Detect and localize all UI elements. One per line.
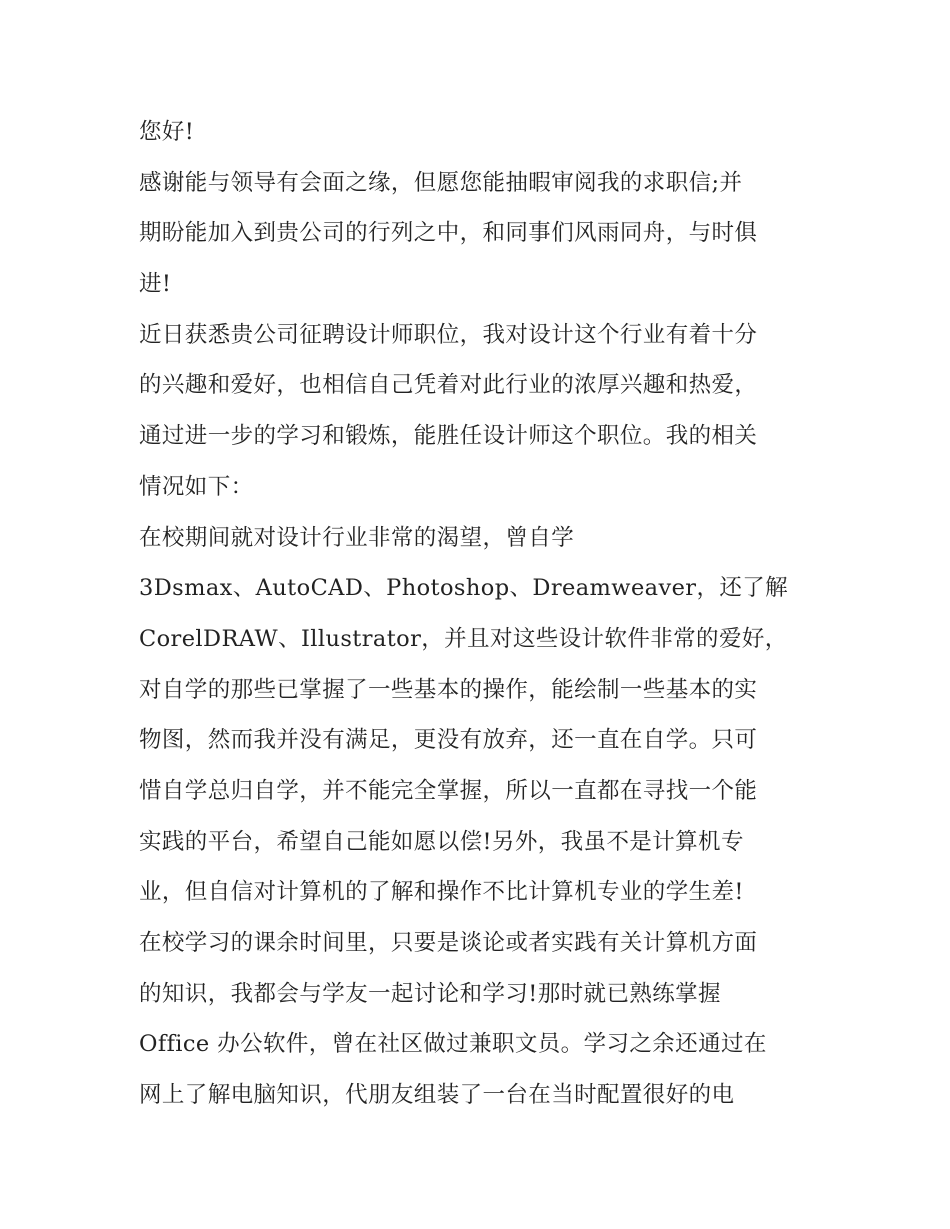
text-line: 的兴趣和爱好，也相信自己凭着对此行业的浓厚兴趣和热爱， [139,372,758,399]
text-line-greeting: 您好! [139,119,195,145]
text-line: 3Dsmax、AutoCAD、Photoshop、Dreamweaver，还了解 [139,575,789,602]
letter-body [139,107,829,1121]
text-line: 实践的平台，希望自己能如愿以偿!另外，我虽不是计算机专 [139,828,744,855]
text-line: Office 办公软件，曾在社区做过兼职文员。学习之余还通过在 [139,1031,767,1058]
text-line: 情况如下： [139,473,254,500]
text-line: 在校期间就对设计行业非常的渴望，曾自学 [139,524,575,551]
text-line: 进! [139,271,172,298]
text-line: 在校学习的课余时间里，只要是谈论或者实践有关计算机方面 [139,930,758,956]
text-line: 物图，然而我并没有满足，更没有放弃，还一直在自学。只可 [139,727,758,754]
text-line: 业，但自信对计算机的了解和操作不比计算机专业的学生差! [139,879,744,906]
text-line: 对自学的那些已掌握了一些基本的操作，能绘制一些基本的实 [139,676,758,703]
text-line: 网上了解电脑知识，代朋友组装了一台在当时配置很好的电 [139,1082,735,1109]
text-line: 近日获悉贵公司征聘设计师职位，我对设计这个行业有着十分 [139,321,758,348]
text-line: 感谢能与领导有会面之缘，但愿您能抽暇审阅我的求职信;并 [139,169,743,196]
text-line: CorelDRAW、Illustrator，并且对这些设计软件非常的爱好， [139,625,788,652]
text-line: 惜自学总归自学，并不能完全掌握，所以一直都在寻找一个能 [139,777,758,804]
text-line: 期盼能加入到贵公司的行列之中，和同事们风雨同舟，与时俱 [139,220,758,247]
text-line: 的知识，我都会与学友一起讨论和学习!那时就已熟练掌握 [139,980,721,1007]
text-line: 通过进一步的学习和锻炼，能胜任设计师这个职位。我的相关 [139,423,758,450]
